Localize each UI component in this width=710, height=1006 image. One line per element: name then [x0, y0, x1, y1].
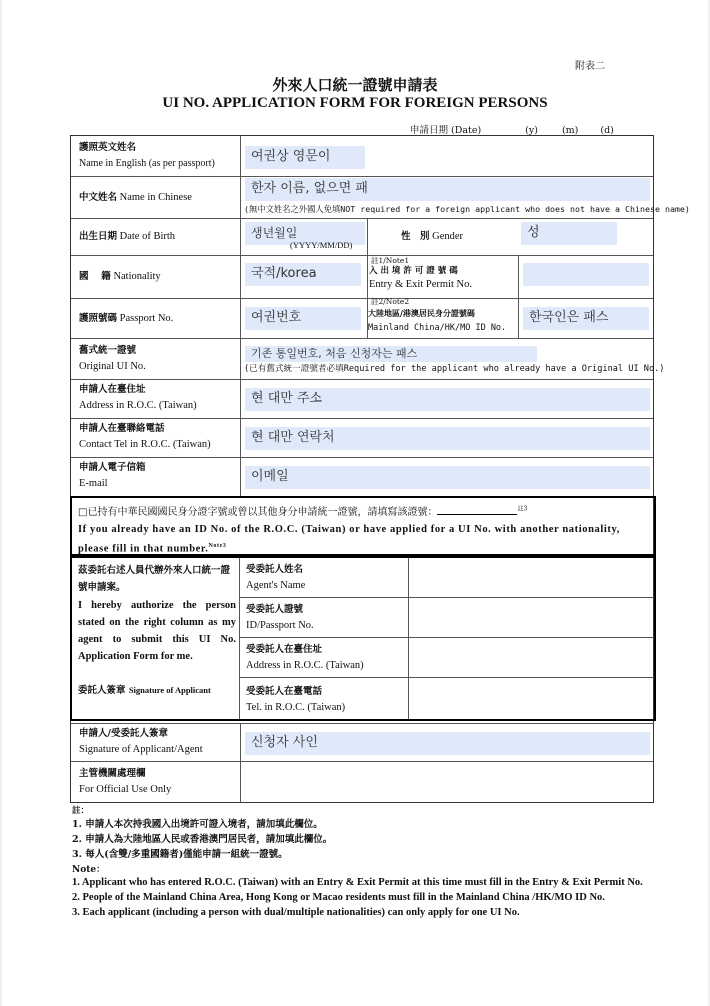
- entry-permit-field[interactable]: [523, 263, 649, 286]
- row-divider: [71, 723, 653, 724]
- mainland-id-field[interactable]: 한국인은 패스: [523, 307, 649, 330]
- passport-field[interactable]: 여권번호: [245, 307, 361, 330]
- row-divider: [71, 379, 653, 380]
- col-divider: [518, 255, 519, 338]
- authorization-en: I hereby authorize the person stated on the right column as my agent to submit this UI No. Application Form for me.: [78, 600, 236, 662]
- row-divider: [71, 218, 653, 219]
- title-chinese: 外來人口統一證號申請表: [272, 76, 438, 94]
- note-en-2: 2. People of the Mainland China Area, Hong Kong or Macao residents must fill in the Mainland China /HK/MO ID No.: [72, 892, 605, 903]
- signature-field[interactable]: 신청자 사인: [245, 732, 650, 755]
- existing-id-en: If you already have an ID No. of the R.O.C. (Taiwan) or have applied for a UI No. with another nationality, please fill in that number.$^{Note3}$: [78, 524, 620, 555]
- row-divider: [239, 597, 654, 598]
- agent-id-field[interactable]: [412, 600, 650, 635]
- row-divider: [71, 298, 653, 299]
- note-en-3: 3. Each applicant (including a person with dual/multiple nationalities) can only apply for one UI No.: [72, 907, 520, 918]
- existing-id-cn: □已持有中華民國國民身分證字號或曾以其他身分申請統一證號，請填寫該證號： $^{註3}$: [78, 505, 528, 518]
- note-en-1: 1. Applicant who has entered R.O.C. (Taiwan) with an Entry & Exit Permit at this time must fill in the Entry & Exit Permit No.: [72, 877, 643, 888]
- nationality-field[interactable]: 국적/korea: [245, 263, 361, 286]
- agent-address-field[interactable]: [412, 640, 650, 675]
- note1-tag: 註1/Note1: [371, 256, 410, 265]
- name-chinese-label: 中文姓名 Name in Chinese: [79, 192, 192, 203]
- address-label: 申請人在臺住址 Address in R.O.C. (Taiwan): [79, 384, 197, 411]
- date-m: (m): [561, 125, 579, 136]
- row-divider: [239, 677, 654, 678]
- agent-address-label: 受委託人在臺住址 Address in R.O.C. (Taiwan): [246, 644, 364, 671]
- gender-label: 性 別 Gender: [401, 231, 464, 242]
- tel-field[interactable]: 현 대만 연락처: [245, 427, 650, 450]
- agent-name-label: 受委託人姓名 Agent's Name: [246, 564, 306, 591]
- email-label: 申請人電子信箱 E-mail: [79, 462, 146, 489]
- row-divider: [71, 255, 653, 256]
- name-english-label: 護照英文姓名 Name in English (as per passport): [79, 142, 215, 169]
- passport-label: 護照號碼 Passport No.: [79, 313, 174, 324]
- agent-id-label: 受委託人證號 ID/Passport No.: [246, 604, 314, 631]
- authorization-cn: 茲委託右述人員代辦外來人口統一證號申請案。: [78, 565, 231, 593]
- col-divider: [367, 218, 368, 255]
- col-divider: [240, 136, 241, 497]
- note-cn-2: 2. 申請人為大陸地區人民或香港澳門居民者，請加填此欄位。: [72, 834, 333, 845]
- existing-id-box: [70, 496, 656, 556]
- row-divider: [71, 418, 653, 419]
- dob-format: (YYYY/MM/DD): [290, 240, 353, 250]
- row-divider: [239, 637, 654, 638]
- notes-cn: [72, 817, 332, 862]
- original-ui-label: 舊式統一證號 Original UI No.: [79, 345, 146, 372]
- notes-en: [72, 875, 656, 920]
- date-label: 申請日期 (Date): [410, 125, 482, 136]
- entry-permit-label: 入 出 境 許 可 證 號 碼 Entry & Exit Permit No.: [369, 266, 472, 290]
- row-divider: [71, 457, 653, 458]
- name-chinese-note: (無中文姓名之外國人免填NOT required for a foreign applicant who does not have a Chinese name): [244, 204, 690, 214]
- official-label: 主管機關處理欄 For Official Use Only: [79, 768, 172, 795]
- col-divider: [240, 723, 241, 803]
- existing-id-blank[interactable]: [437, 514, 517, 515]
- agent-box: [70, 556, 656, 721]
- dob-label: 出生日期 Date of Birth: [79, 231, 176, 242]
- row-divider: [71, 761, 653, 762]
- address-field[interactable]: 현 대만 주소: [245, 388, 650, 411]
- form-page: [2, 0, 708, 1006]
- original-ui-note: (已有舊式統一證號者必填Required for the applicant who already have a Original UI No.): [244, 364, 665, 374]
- row-divider: [71, 338, 653, 339]
- gender-field[interactable]: 성: [521, 222, 617, 245]
- applicant-signature-label: 委託人簽章 Signature of Applicant: [78, 685, 211, 696]
- row-divider: [71, 176, 653, 177]
- agent-name-field[interactable]: [412, 560, 650, 595]
- nationality-label: 國 籍 Nationality: [79, 271, 161, 282]
- title-english: UI NO. APPLICATION FORM FOR FOREIGN PERSONS: [162, 95, 548, 111]
- note2-tag: 註2/Note2: [371, 297, 410, 306]
- annex-label: 附表二: [575, 61, 605, 72]
- note-cn-1: 1. 申請人本次持我國入出境許可證入境者，請加填此欄位。: [72, 819, 323, 830]
- original-ui-field[interactable]: 기존 통일번호, 처음 신청자는 패스: [245, 346, 537, 362]
- date-y: (y): [525, 125, 538, 136]
- dob-field[interactable]: 생년월일: [245, 222, 365, 245]
- notes-en-head: Note：: [72, 865, 106, 875]
- col-divider: [408, 558, 409, 719]
- name-english-field[interactable]: 여권상 영문이: [245, 146, 365, 169]
- note-cn-3: 3. 每人(含雙/多重國籍者)僅能申請一組統一證號。: [72, 849, 288, 860]
- signature-label: 申請人/受委託人簽章 Signature of Applicant/Agent: [79, 728, 203, 755]
- name-chinese-field[interactable]: 한자 이름, 없으면 패: [245, 178, 650, 201]
- application-date: [410, 122, 614, 136]
- notes-cn-head: 註：: [72, 806, 90, 816]
- mainland-id-label: 大陸地區/港澳居民身分證號碼 Mainland China/HK/MO ID No.: [368, 308, 507, 333]
- date-d: (d): [600, 125, 614, 136]
- col-divider: [239, 558, 240, 719]
- agent-tel-label: 受委託人在臺電話 Tel. in R.O.C. (Taiwan): [246, 686, 346, 713]
- agent-tel-field[interactable]: [412, 680, 650, 715]
- tel-label: 申請人在臺聯絡電話 Contact Tel in R.O.C. (Taiwan): [79, 423, 211, 450]
- email-field[interactable]: 이메일: [245, 466, 650, 489]
